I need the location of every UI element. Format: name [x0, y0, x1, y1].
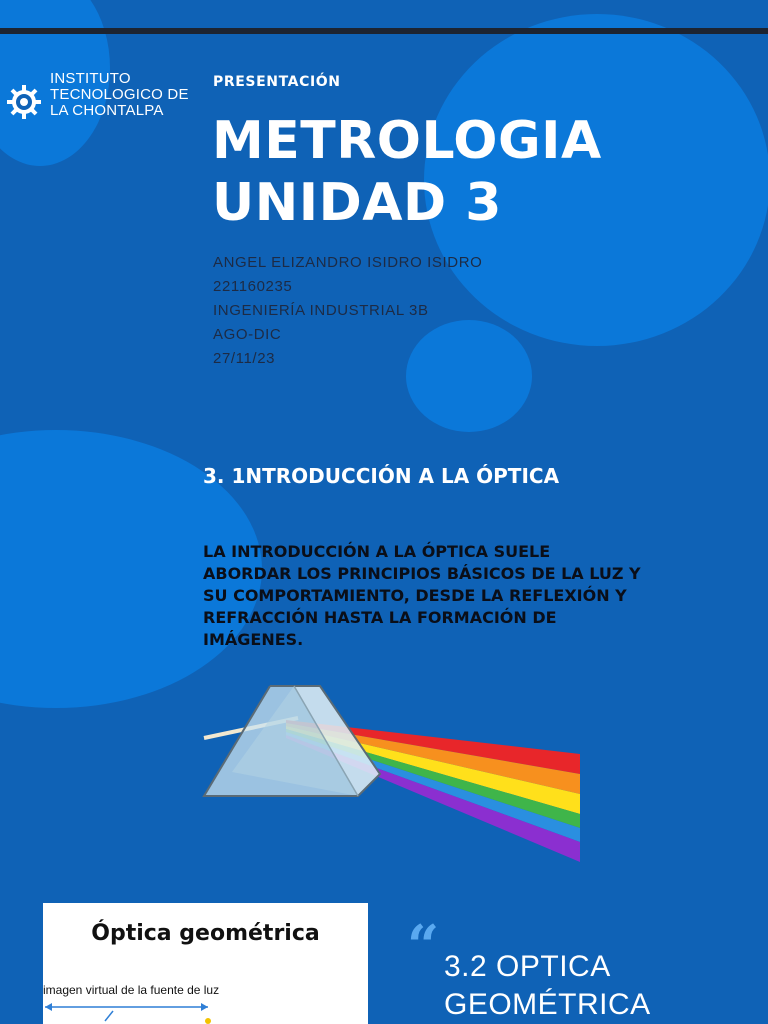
institute-name-line: TECNOLOGICO DE [50, 86, 189, 103]
institute-name-line: LA CHONTALPA [50, 102, 164, 119]
title-line: UNIDAD 3 [212, 173, 502, 233]
card-title: Óptica geométrica [91, 921, 320, 946]
top-bar [0, 28, 768, 34]
student-date: 27/11/23 [213, 350, 276, 367]
section-2-heading-line: 3.2 OPTICA [444, 950, 611, 983]
section-1-body: LA INTRODUCCIÓN A LA ÓPTICA SUELE ABORDAR LOS PRINCIPIOS BÁSICOS DE LA LUZ Y SU COMPORTAMIENTO, DESDE LA REFLEXIÓN Y REFRACCIÓN HASTA LA FORMACIÓN DE IMÁGENES. [203, 542, 641, 649]
quote-icon: “ [407, 913, 440, 979]
student-info [213, 251, 482, 371]
gear-icon [6, 84, 42, 120]
student-name: ANGEL ELIZANDRO ISIDRO ISIDRO [213, 254, 483, 271]
optics-image-card [43, 903, 368, 1024]
prism-rainbow-icon [198, 678, 590, 868]
title-line: METROLOGIA [212, 111, 602, 171]
page-title [212, 110, 602, 234]
section-2-heading-line: GEOMÉTRICA [444, 988, 651, 1021]
arrow-diagram-icon [43, 999, 368, 1024]
student-program: INGENIERÍA INDUSTRIAL 3B [213, 302, 429, 319]
student-id: 221160235 [213, 278, 293, 295]
student-period: AGO-DIC [213, 326, 282, 343]
section-1-heading: 3. 1NTRODUCCIÓN A LA ÓPTICA [203, 464, 560, 488]
card-caption: imagen virtual de la fuente de luz [43, 983, 220, 997]
section-2-heading [444, 948, 651, 1024]
institute-name [50, 71, 210, 119]
institute-name-line: INSTITUTO [50, 70, 131, 87]
presentation-label: PRESENTACIÓN [213, 74, 341, 90]
